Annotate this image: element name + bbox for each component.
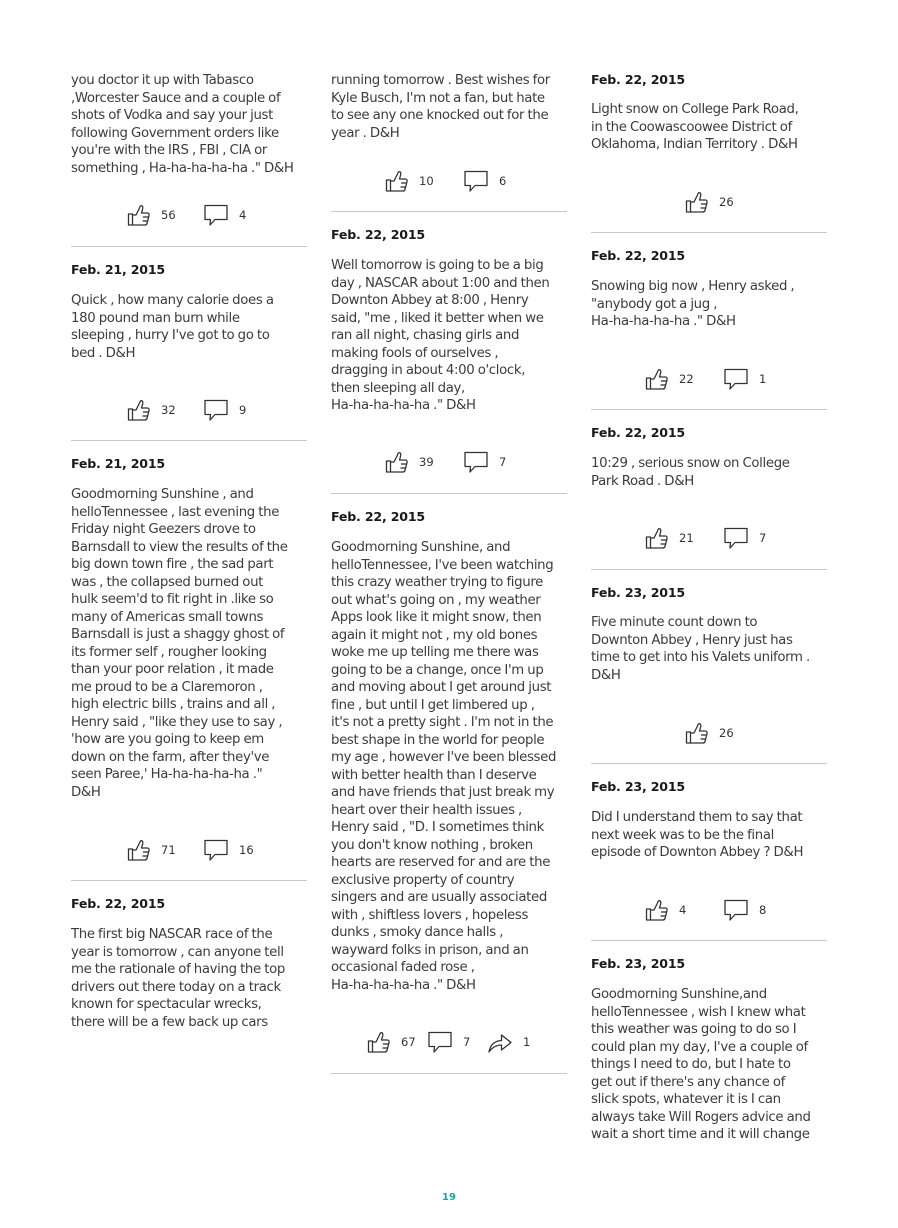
post-text: Goodmorning Sunshine, and helloTennessee, I've been watching this crazy weather trying to figure out what's going on , my weather Apps look like it might snow, then again it might not , my old bones woke me up telling me there was going to be a change, once I'm up and moving about I get around just fine , but until I get limbered up , it's not a pretty sight . I'm not in the best shape in the world for people my age , however I've been blessed with better health than I deserve and have friends that just break my heart over their health issues , Henry said , "D. I sometimes think you don't know nothing , broken hearts are reserved for and are the exclusive property of country singers and are usually associated with , shiftless lovers , hopeless dunks , smoky dance halls , wayward folks in prison, and an occasional faded rose , Ha-ha-ha-ha-ha ." D&H	[331, 540, 557, 993]
post-actions	[591, 189, 827, 215]
post-date: Feb. 23, 2015	[591, 956, 685, 971]
comment-count: 9	[239, 403, 247, 417]
post-divider	[591, 940, 827, 941]
post-date: Feb. 22, 2015	[331, 509, 425, 524]
page-number: 19	[442, 1192, 456, 1203]
comment-count: 7	[499, 455, 507, 469]
post-actions	[71, 397, 307, 423]
share-count: 1	[523, 1035, 531, 1049]
comment-icon	[203, 203, 229, 227]
comment-button[interactable]	[203, 202, 246, 228]
post-text: running tomorrow . Best wishes for Kyle Busch, I'm not a fan, but hate to see any one knocked out for the year . D&H	[331, 73, 550, 141]
post-date: Feb. 22, 2015	[71, 896, 165, 911]
like-button[interactable]	[685, 189, 734, 215]
comment-icon	[463, 450, 489, 474]
post-text: you doctor it up with Tabasco ,Worcester Sauce and a couple of shots of Vodka and say your just following Government orders like you're with the IRS , FBI , CIA or something , Ha-ha-ha-ha-ha ." D&H	[71, 73, 294, 176]
like-count: 10	[419, 174, 434, 188]
comment-button[interactable]	[463, 168, 506, 194]
post-actions	[331, 1029, 567, 1055]
like-count: 26	[719, 726, 734, 740]
like-button[interactable]	[645, 366, 694, 392]
like-count: 71	[161, 843, 176, 857]
like-button[interactable]	[367, 1029, 416, 1055]
comment-count: 7	[463, 1035, 471, 1049]
thumbs-up-icon	[127, 203, 151, 227]
post-divider	[331, 211, 567, 212]
comment-icon	[427, 1030, 453, 1054]
comment-icon	[203, 838, 229, 862]
comment-count: 8	[759, 903, 767, 917]
post-date: Feb. 23, 2015	[591, 585, 685, 600]
post-actions	[71, 837, 307, 863]
post-actions	[331, 168, 567, 194]
post-divider	[71, 440, 307, 441]
post-text: Goodmorning Sunshine,and helloTennessee , wish I knew what this weather was going to do so I could plan my day, I've a couple of things I need to do, but I hate to get out if there's any chance of slick spots, whatever it is I can always take Will Rogers advice and wait a short time and it will change	[591, 987, 811, 1142]
post-text: Quick , how many calorie does a 180 pound man burn while sleeping , hurry I've got to go to bed . D&H	[71, 293, 274, 361]
post-actions	[591, 897, 827, 923]
post-date: Feb. 22, 2015	[591, 248, 685, 263]
post-date: Feb. 21, 2015	[71, 262, 165, 277]
post-text: Well tomorrow is going to be a big day , NASCAR about 1:00 and then Downton Abbey at 8:00 , Henry said, "me , liked it better when we ran all night, chasing girls and making fools of ourselves , dragging in about 4:00 o'clock, then sleeping all day, Ha-ha-ha-ha-ha ." D&H	[331, 258, 550, 413]
post-date: Feb. 22, 2015	[591, 72, 685, 87]
comment-icon	[203, 398, 229, 422]
like-button[interactable]	[127, 202, 176, 228]
comment-button[interactable]	[203, 837, 254, 863]
post-text: Light snow on College Park Road, in the Coowascoowee District of Oklahoma, Indian Territory . D&H	[591, 102, 799, 152]
post-divider	[331, 1073, 567, 1074]
comment-icon	[723, 898, 749, 922]
comment-button[interactable]	[463, 449, 506, 475]
thumbs-up-icon	[645, 367, 669, 391]
post-divider	[71, 880, 307, 881]
like-count: 21	[679, 531, 694, 545]
like-button[interactable]	[645, 897, 686, 923]
post-divider	[331, 493, 567, 494]
like-button[interactable]	[127, 397, 176, 423]
like-button[interactable]	[385, 449, 434, 475]
post-date: Feb. 22, 2015	[331, 227, 425, 242]
share-arrow-icon	[487, 1030, 513, 1054]
like-count: 56	[161, 208, 176, 222]
post-date: Feb. 21, 2015	[71, 456, 165, 471]
comment-button[interactable]	[723, 525, 766, 551]
thumbs-up-icon	[127, 838, 151, 862]
post-actions	[71, 202, 307, 228]
post-divider	[591, 569, 827, 570]
post-actions	[331, 449, 567, 475]
comment-count: 1	[759, 372, 767, 386]
comment-button[interactable]	[723, 897, 766, 923]
like-count: 39	[419, 455, 434, 469]
share-button[interactable]	[487, 1029, 530, 1055]
post-text: Snowing big now , Henry asked , "anybody got a jug , Ha-ha-ha-ha-ha ." D&H	[591, 279, 795, 329]
like-count: 4	[679, 903, 687, 917]
comment-count: 7	[759, 531, 767, 545]
post-actions	[591, 366, 827, 392]
post-divider	[591, 763, 827, 764]
post-divider	[591, 232, 827, 233]
thumbs-up-icon	[645, 526, 669, 550]
post-date: Feb. 22, 2015	[591, 425, 685, 440]
comment-button[interactable]	[203, 397, 246, 423]
like-button[interactable]	[645, 525, 694, 551]
comment-count: 4	[239, 208, 247, 222]
thumbs-up-icon	[127, 398, 151, 422]
post-text: The first big NASCAR race of the year is tomorrow , can anyone tell me the rationale of having the top drivers out there today on a track known for spectacular wrecks, there will be a few back up cars	[71, 927, 285, 1030]
post-divider	[591, 409, 827, 410]
thumbs-up-icon	[385, 169, 409, 193]
post-actions	[591, 720, 827, 746]
comment-count: 6	[499, 174, 507, 188]
thumbs-up-icon	[685, 721, 709, 745]
comment-icon	[723, 367, 749, 391]
comment-count: 16	[239, 843, 254, 857]
thumbs-up-icon	[685, 190, 709, 214]
like-count: 67	[401, 1035, 416, 1049]
post-text: Did I understand them to say that next week was to be the final episode of Downton Abbey ? D&H	[591, 810, 804, 860]
like-count: 26	[719, 195, 734, 209]
like-count: 22	[679, 372, 694, 386]
like-button[interactable]	[685, 720, 734, 746]
thumbs-up-icon	[367, 1030, 391, 1054]
like-count: 32	[161, 403, 176, 417]
post-actions	[591, 525, 827, 551]
comment-button[interactable]	[723, 366, 766, 392]
post-text: Goodmorning Sunshine , and helloTennessee , last evening the Friday night Geezers drove to Barnsdall to view the results of the big down town fire , the sad part was , the collapsed burned out hulk seem'd to fit right in .like so many of Americas small towns Barnsdall is just a shaggy ghost of its former self , rougher looking than your poor relation , it made me proud to be a Claremoron , high electric bills , trains and all , Henry said , "like they use to say , 'how are you going to keep em down on the farm, after they've seen Paree,' Ha-ha-ha-ha-ha ." D&H	[71, 487, 288, 800]
comment-icon	[723, 526, 749, 550]
thumbs-up-icon	[385, 450, 409, 474]
comment-button[interactable]	[427, 1029, 470, 1055]
post-divider	[71, 246, 307, 247]
like-button[interactable]	[385, 168, 434, 194]
post-text: 10:29 , serious snow on College Park Road . D&H	[591, 456, 790, 489]
post-text: Five minute count down to Downton Abbey , Henry just has time to get into his Valets uniform . D&H	[591, 615, 810, 683]
post-date: Feb. 23, 2015	[591, 779, 685, 794]
thumbs-up-icon	[645, 898, 669, 922]
like-button[interactable]	[127, 837, 176, 863]
comment-icon	[463, 169, 489, 193]
